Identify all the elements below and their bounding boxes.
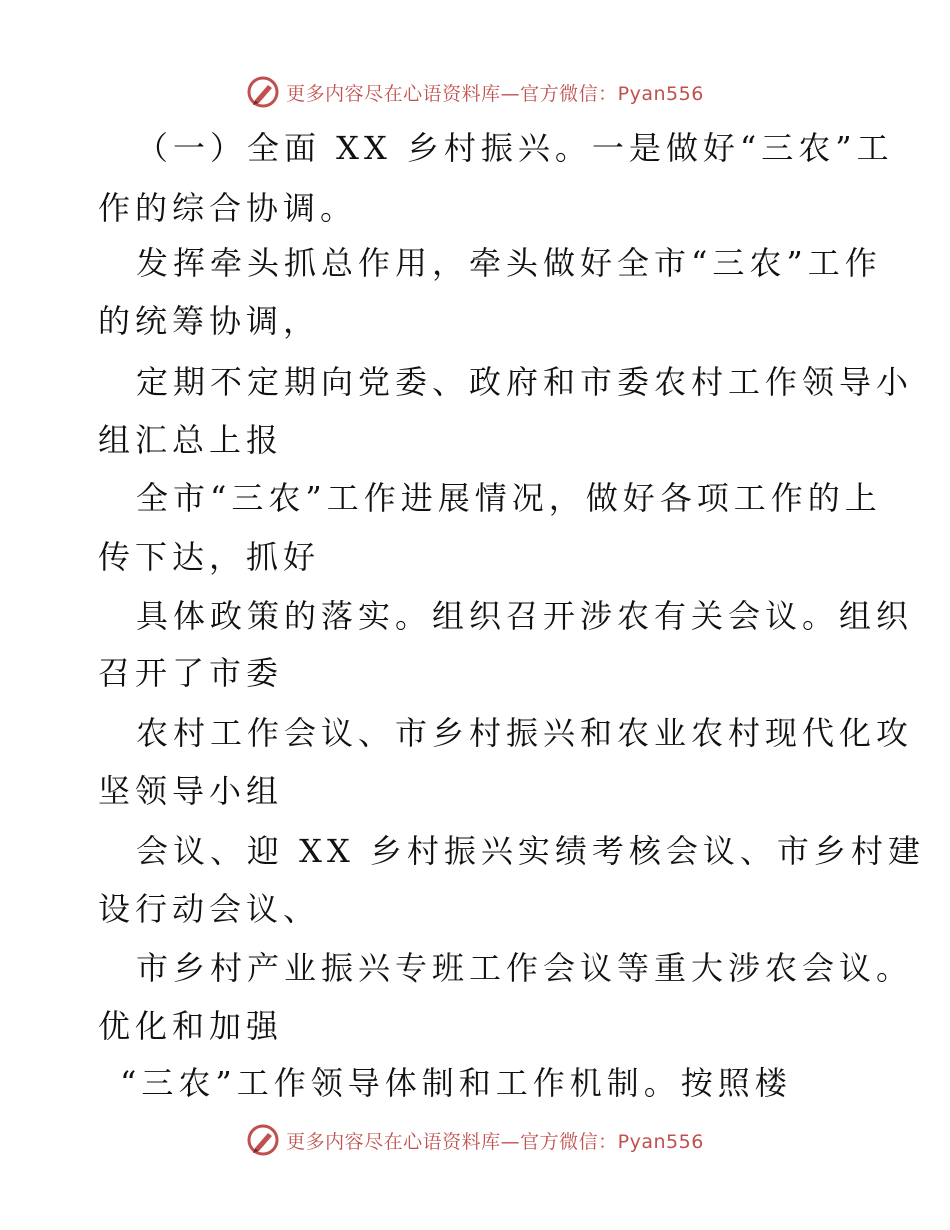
pen-logo-icon [246,1123,280,1157]
text-line: 的统筹协调， [98,302,321,340]
text-line: 全市“三农”工作进展情况，做好各项工作的上 [136,479,882,517]
text-line: 作的综合协调。 [98,189,358,227]
text-line: 会议、迎 XX 乡村振兴实绩考核会议、市乡村建 [136,832,925,870]
text-line: 传下达，抓好 [98,538,321,576]
text-line: 设行动会议、 [98,890,321,928]
watermark-footer [0,1120,950,1160]
watermark-text: 更多内容尽在心语资料库—官方微信：Pyan556 [286,1130,704,1153]
text-line: 组汇总上报 [98,421,284,459]
text-line: 农村工作会议、市乡村振兴和农业农村现代化攻 [136,714,914,752]
text-line: 坚领导小组 [98,772,284,810]
watermark-text: 更多内容尽在心语资料库—官方微信：Pyan556 [286,82,704,105]
text-line: 定期不定期向党委、政府和市委农村工作领导小 [136,363,914,401]
watermark-header [0,72,950,112]
text-line: 具体政策的落实。组织召开涉农有关会议。组织 [136,597,914,635]
pen-logo-icon [246,75,280,109]
text-line: “三农”工作领导体制和工作机制。按照楼 [120,1064,792,1102]
text-line: 优化和加强 [98,1007,284,1045]
text-line: 召开了市委 [98,654,284,692]
text-line: 发挥牵头抓总作用，牵头做好全市“三农”工作 [136,244,882,282]
text-line: （一）全面 XX 乡村振兴。一是做好“三农”工 [136,129,894,167]
text-line: 市乡村产业振兴专班工作会议等重大涉农会议。 [136,949,914,987]
